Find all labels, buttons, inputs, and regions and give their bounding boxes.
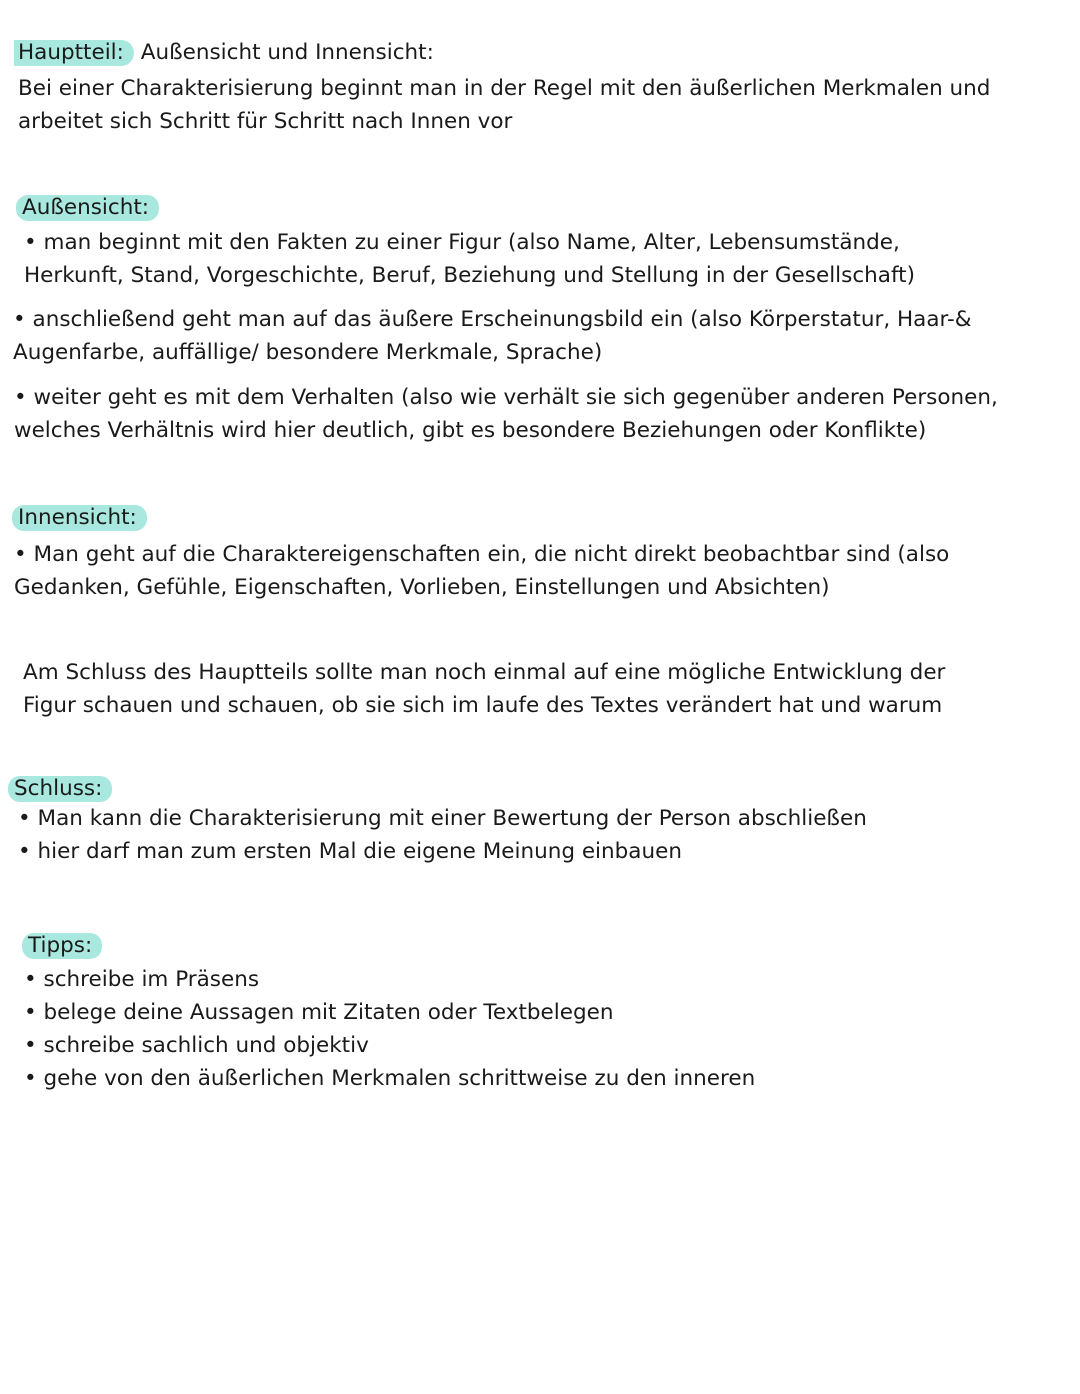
aussensicht-bullet-2-line-2: Augenfarbe, auffällige/ besondere Merkmale, Sprache) — [13, 340, 603, 365]
aussensicht-bullet-1 — [24, 226, 915, 292]
hauptteil-intro-line-1: Bei einer Charakterisierung beginnt man in der Regel mit den äußerlichen Merkmalen und — [18, 76, 991, 101]
tipps-label: Tipps: — [22, 933, 102, 959]
aussensicht-bullet-1-line-1: • man beginnt mit den Fakten zu einer Figur (also Name, Alter, Lebensumstände, — [24, 230, 900, 255]
schluss-heading — [8, 772, 112, 805]
innensicht-bullet — [14, 538, 949, 604]
schluss-bullet-1: • Man kann die Charakterisierung mit einer Bewertung der Person abschließen — [18, 806, 867, 831]
tipps-bullet-4: • gehe von den äußerlichen Merkmalen schrittweise zu den inneren — [24, 1066, 756, 1091]
schluss-bullet-2: • hier darf man zum ersten Mal die eigene Meinung einbauen — [18, 839, 682, 864]
tipps-bullets — [24, 963, 755, 1095]
aussensicht-bullet-2-line-1: • anschließend geht man auf das äußere Erscheinungsbild ein (also Körperstatur, Haar-& — [13, 307, 972, 332]
hauptteil-intro — [18, 72, 990, 138]
entwicklung-line-1: Am Schluss des Hauptteils sollte man noch einmal auf eine mögliche Entwicklung der — [23, 660, 946, 685]
entwicklung-paragraph — [23, 656, 945, 722]
hauptteil-section — [14, 36, 434, 69]
aussensicht-heading — [16, 191, 159, 224]
tipps-bullet-1: • schreibe im Präsens — [24, 967, 260, 992]
aussensicht-bullet-3-line-1: • weiter geht es mit dem Verhalten (also wie verhält sie sich gegenüber anderen Personen, — [14, 385, 998, 410]
tipps-bullet-2: • belege deine Aussagen mit Zitaten oder Textbelegen — [24, 1000, 614, 1025]
tipps-heading — [22, 929, 102, 962]
aussensicht-bullet-3 — [14, 381, 998, 447]
aussensicht-bullet-1-line-2: Herkunft, Stand, Vorgeschichte, Beruf, Beziehung und Stellung in der Gesellschaft) — [24, 263, 915, 288]
hauptteil-title: Außensicht und Innensicht: — [133, 40, 434, 65]
tipps-bullet-3: • schreibe sachlich und objektiv — [24, 1033, 369, 1058]
hauptteil-heading — [14, 36, 434, 69]
schluss-label: Schluss: — [8, 776, 112, 802]
hauptteil-label: Hauptteil: — [14, 40, 134, 66]
innensicht-line-2: Gedanken, Gefühle, Eigenschaften, Vorlieben, Einstellungen und Absichten) — [14, 575, 830, 600]
innensicht-label: Innensicht: — [12, 505, 147, 531]
innensicht-line-1: • Man geht auf die Charaktereigenschaften ein, die nicht direkt beobachtbar sind (also — [14, 542, 950, 567]
aussensicht-bullet-3-line-2: welches Verhältnis wird hier deutlich, gibt es besondere Beziehungen oder Konflikte) — [14, 418, 927, 443]
aussensicht-bullet-2 — [13, 303, 972, 369]
hauptteil-intro-line-2: arbeitet sich Schritt für Schritt nach Innen vor — [18, 109, 513, 134]
entwicklung-line-2: Figur schauen und schauen, ob sie sich im laufe des Textes verändert hat und warum — [23, 693, 943, 718]
innensicht-heading — [12, 501, 147, 534]
tipps-list — [24, 963, 755, 1095]
schluss-bullets — [18, 802, 867, 868]
schluss-list — [18, 802, 867, 868]
aussensicht-label: Außensicht: — [16, 195, 159, 221]
